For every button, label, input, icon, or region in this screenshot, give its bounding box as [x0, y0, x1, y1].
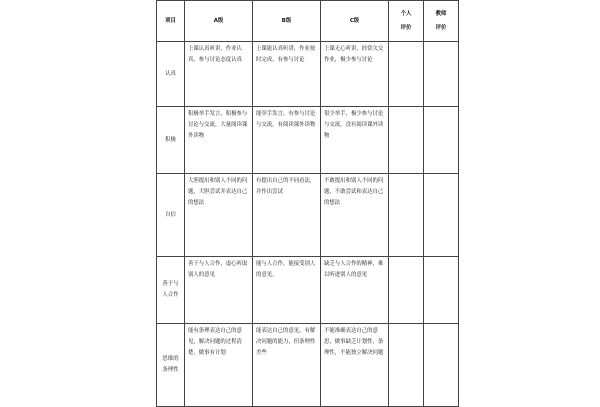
teacher-evaluation-cell: [424, 42, 459, 107]
row-item-label: 认真: [157, 42, 185, 107]
table-row: [157, 324, 459, 407]
table-row: [157, 174, 459, 257]
row-item-label: 善于与人合作: [157, 257, 185, 324]
header-self-line1: 个人: [400, 11, 412, 17]
self-evaluation-cell: [389, 324, 424, 407]
header-self-evaluation: [389, 1, 424, 42]
grade-b-cell: 能与人合作，能接受别人的意见。: [253, 257, 321, 324]
header-row: [157, 1, 459, 42]
grade-c-cell: 很少举手，极少参与讨论与交流，没有阅读课外读物: [321, 107, 389, 174]
grade-b-cell: 上课能认真听讲，作业按时完成，有参与讨论: [253, 42, 321, 107]
table-row: [157, 42, 459, 107]
self-evaluation-cell: [389, 107, 424, 174]
grade-a-cell: 上课认真听讲，作业认真，参与讨论态度认真: [185, 42, 253, 107]
grade-b-cell: 能举手发言，有参与讨论与交流，有阅读课外读物: [253, 107, 321, 174]
header-teacher-line2: 评价: [435, 25, 447, 31]
grade-a-cell: 积极举手发言，积极参与讨论与交流，大量阅读课外读物: [185, 107, 253, 174]
row-item-label: 积极: [157, 107, 185, 174]
teacher-evaluation-cell: [424, 324, 459, 407]
teacher-evaluation-cell: [424, 174, 459, 257]
header-grade-a: A级: [185, 1, 253, 42]
evaluation-rubric-table: [156, 0, 459, 407]
header-grade-b: B级: [253, 1, 321, 42]
teacher-evaluation-cell: [424, 107, 459, 174]
header-teacher-evaluation: [424, 1, 459, 42]
teacher-evaluation-cell: [424, 257, 459, 324]
header-item: 项目: [157, 1, 185, 42]
grade-c-cell: 缺乏与人合作的精神，难以听进别人的意见: [321, 257, 389, 324]
grade-c-cell: 不敢提出和别人不同的问题，不敢尝试和表达自己的想法: [321, 174, 389, 257]
grade-a-cell: 能有条理表达自己的意见，解决问题的过程清楚，做事有计划: [185, 324, 253, 407]
self-evaluation-cell: [389, 257, 424, 324]
header-teacher-line1: 教师: [435, 11, 447, 17]
grade-c-cell: 不能准确表达自己的意思，做事缺乏计划性，条理性，不能独立解决问题: [321, 324, 389, 407]
row-item-label: 自信: [157, 174, 185, 257]
self-evaluation-cell: [389, 42, 424, 107]
grade-b-cell: 能表达自己的意见，有解决问题的能力，但条理性差些: [253, 324, 321, 407]
grade-a-cell: 善于与人合作，虚心听取别人的意见: [185, 257, 253, 324]
header-grade-c: C级: [321, 1, 389, 42]
grade-b-cell: 有提出自己的不同看法，并作出尝试: [253, 174, 321, 257]
table-row: [157, 257, 459, 324]
table-row: [157, 107, 459, 174]
row-item-label: 思维的条理性: [157, 324, 185, 407]
header-self-line2: 评价: [400, 25, 412, 31]
grade-c-cell: 上课无心听讲，经常欠交作业，极少参与讨论: [321, 42, 389, 107]
grade-a-cell: 大胆提出和别人不同的问题，大胆尝试并表达自己的想法: [185, 174, 253, 257]
self-evaluation-cell: [389, 174, 424, 257]
